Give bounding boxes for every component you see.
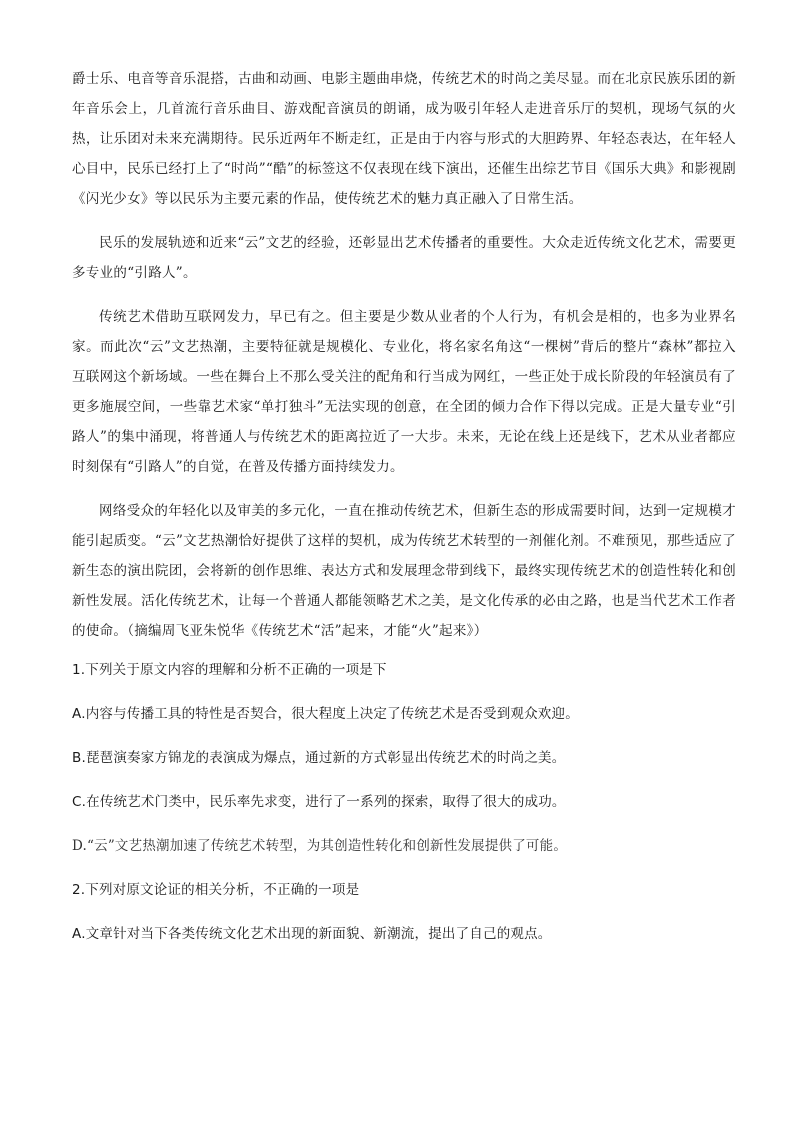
question-2-option-a: A.文章针对当下各类传统文化艺术出现的新面貌、新潮流，提出了自己的观点。 bbox=[72, 926, 552, 942]
questions-section bbox=[72, 660, 736, 944]
passage bbox=[72, 64, 736, 646]
question-1-option-b: B.琵琶演奏家方锦龙的表演成为爆点，通过新的方式彰显出传统艺术的时尚之美。 bbox=[72, 750, 566, 766]
passage-paragraph-4: 网络受众的年轻化以及审美的多元化，一直在推动传统艺术，但新生态的形成需要时间，达到一定规模才能引起质变。“云”文艺热潮恰好提供了这样的契机，成为传统艺术转型的一剂催化剂。不难预见，那些适应了新生态的演出院团，会将新的创作思维、表达方式和发展理念带到线下，最终实现传统艺术的创造性转化和创新性发展。活化传统艺术，让每一个普通人都能领略艺术之美，是文化传承的必由之路，也是当代艺术工作者的使命。（摘编周飞亚朱悦华《传统艺术“活”起来，才能“火”起来》） bbox=[72, 503, 736, 639]
question-1-option-a: A.内容与传播工具的特性是否契合，很大程度上决定了传统艺术是否受到观众欢迎。 bbox=[72, 706, 579, 722]
question-2-stem: 2.下列对原文论证的相关分析，不正确的一项是 bbox=[72, 882, 360, 898]
passage-paragraph-2: 民乐的发展轨迹和近来“云”文艺的经验，还彰显出艺术传播者的重要性。大众走近传统文化艺术，需要更多专业的“引路人”。 bbox=[72, 235, 736, 281]
question-1-option-d: D.“云”文艺热潮加速了传统艺术转型，为其创造性转化和创新性发展提供了可能。 bbox=[72, 838, 568, 854]
passage-paragraph-3: 传统艺术借助互联网发力，早已有之。但主要是少数从业者的个人行为，有机会是相的，也多为业界名家。而此次“云”文艺热潮，主要特征就是规模化、专业化，将名家名角这“一棵树”背后的整片“森林”都拉入互联网这个新场域。一些在舞台上不那么受关注的配角和行当成为网红，一些正处于成长阶段的年轻演员有了更多施展空间，一些靠艺术家“单打独斗”无法实现的创意，在全团的倾力合作下得以完成。正是大量专业“引路人”的集中涌现，将普通人与传统艺术的距离拉近了一大步。未来，无论在线上还是线下，艺术从业者都应时刻保有“引路人”的自觉，在普及传播方面持续发力。 bbox=[72, 309, 736, 475]
passage-paragraph-1: 爵士乐、电音等音乐混搭，古曲和动画、电影主题曲串烧，传统艺术的时尚之美尽显。而在北京民族乐团的新年音乐会上，几首流行音乐曲目、游戏配音演员的朗诵，成为吸引年轻人走进音乐厅的契机，现场气氛的火热，让乐团对未来充满期待。民乐近两年不断走红，正是由于内容与形式的大胆跨界、年轻态表达，在年轻人心目中，民乐已经打上了“时尚”“酷”的标签这不仅表现在线下演出，还催生出综艺节目《国乐大典》和影视剧《闪光少女》等以民乐为主要元素的作品，使传统艺术的魅力真正融入了日常生活。 bbox=[72, 71, 736, 207]
question-1-stem: 1.下列关于原文内容的理解和分析不正确的一项是下 bbox=[72, 662, 387, 678]
question-1-option-c: C.在传统艺术门类中，民乐率先求变，进行了一系列的探索，取得了很大的成功。 bbox=[72, 794, 566, 810]
